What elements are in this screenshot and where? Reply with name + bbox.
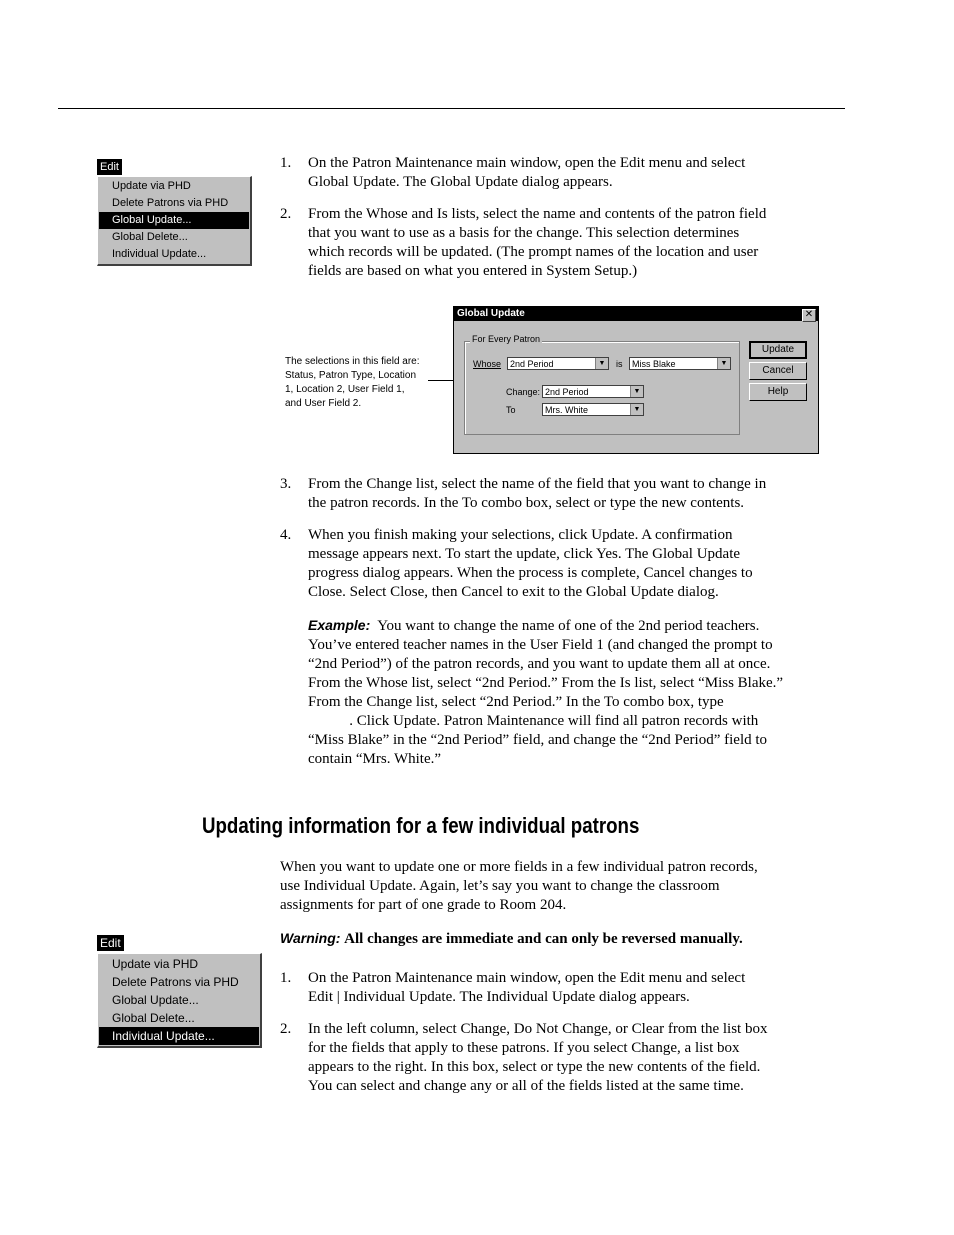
is-value: Miss Blake xyxy=(632,359,676,369)
step-line: Global Update. The Global Update dialog appears. xyxy=(308,174,613,190)
menu-dropdown xyxy=(97,953,262,1048)
step-text xyxy=(308,969,745,1007)
chevron-down-icon[interactable]: ▼ xyxy=(717,358,730,369)
menu-title[interactable]: Edit xyxy=(97,935,124,951)
step-line: fields are based on what you entered in System Setup.) xyxy=(308,263,638,279)
cancel-button[interactable]: Cancel xyxy=(749,362,807,380)
step-line: that you want to use as a basis for the change. This selection determines xyxy=(308,225,740,241)
example-line: From the Whose list, select “2nd Period.” From the Is list, select “Miss Blake.” xyxy=(308,675,784,691)
edit-menu-screenshot-2 xyxy=(97,934,262,1048)
step-line: Close. Select Close, then Cancel to exit to the Global Update dialog. xyxy=(308,584,719,600)
step-line: appears to the right. In this box, select or type the new contents of the field. xyxy=(308,1059,761,1075)
header-rule xyxy=(58,108,845,109)
step-line: When you finish making your selections, click Update. A confirmation xyxy=(308,527,733,543)
example-line: “Miss Blake” in the “2nd Period” field, and change the “2nd Period” field to xyxy=(308,732,768,748)
menu-item-individual-update[interactable]: Individual Update... xyxy=(112,248,207,260)
step-line: From the Change list, select the name of the field that you want to change in xyxy=(308,476,767,492)
whose-value: 2nd Period xyxy=(510,359,554,369)
chevron-down-icon[interactable]: ▼ xyxy=(630,404,643,415)
change-combo[interactable] xyxy=(542,385,644,398)
help-button[interactable]: Help xyxy=(749,383,807,401)
step-line: On the Patron Maintenance main window, open the Edit menu and select xyxy=(308,155,746,171)
intro-paragraph xyxy=(280,858,845,915)
step-line: You can select and change any or all of the fields listed at the same time. xyxy=(308,1078,744,1094)
menu-item-global-update[interactable]: Global Update... xyxy=(99,212,249,229)
step-line: message appears next. To start the update, click Yes. The Global Update xyxy=(308,546,741,562)
edit-menu-screenshot-1 xyxy=(97,157,252,266)
example-line: You’ve entered teacher names in the User Field 1 (and changed the prompt to xyxy=(308,637,773,653)
is-combo[interactable] xyxy=(629,357,731,370)
dialog-callout xyxy=(285,355,435,411)
step-line: which records will be updated. (The prompt names of the location and user xyxy=(308,244,759,260)
step-text xyxy=(308,205,766,281)
page-title: Updating information for a few individual patrons xyxy=(202,813,640,838)
example-line: “2nd Period”) of the patron records, and you want to update them all at once. xyxy=(308,656,771,672)
step-number: 2. xyxy=(280,206,292,222)
step-line: the patron records. In the To combo box, select or type the new contents. xyxy=(308,495,745,511)
step-text xyxy=(308,475,766,513)
menu-item-global-update[interactable]: Global Update... xyxy=(112,993,199,1007)
example-first-line xyxy=(308,616,853,636)
step-4 xyxy=(280,526,840,606)
step-line: In the left column, select Change, Do Not Change, or Clear from the list box xyxy=(308,1021,768,1037)
change-value: 2nd Period xyxy=(545,387,589,397)
example-line: contain “Mrs. White.” xyxy=(308,751,442,767)
step-text xyxy=(308,1020,767,1096)
group-label: For Every Patron xyxy=(472,334,541,344)
step-text xyxy=(308,526,753,602)
menu-item-global-delete[interactable]: Global Delete... xyxy=(112,1011,195,1025)
warning-block xyxy=(280,929,845,949)
intro-line: use Individual Update. Again, let’s say you want to change the classroom xyxy=(280,878,720,894)
step-number: 1. xyxy=(280,970,292,986)
global-update-dialog xyxy=(453,306,819,454)
close-icon[interactable]: ✕ xyxy=(802,309,816,322)
menu-title[interactable]: Edit xyxy=(97,159,122,175)
callout-line: and User Field 2. xyxy=(285,398,362,409)
warning-text: All changes are immediate and can only be reversed manually. xyxy=(344,931,743,947)
callout-line: The selections in this field are: xyxy=(285,356,420,367)
callout-line: Status, Patron Type, Location xyxy=(285,370,417,381)
example-line: . Click Update. Patron Maintenance will find all patron records with xyxy=(308,713,759,729)
callout-line: 1, Location 2, User Field 1, xyxy=(285,384,405,395)
step-number: 3. xyxy=(280,476,292,492)
step-1-individual xyxy=(280,969,840,1009)
menu-item-delete-patrons-via-phd[interactable]: Delete Patrons via PHD xyxy=(112,975,239,989)
menu-item-delete-patrons-via-phd[interactable]: Delete Patrons via PHD xyxy=(112,197,229,209)
chevron-down-icon[interactable]: ▼ xyxy=(595,358,608,369)
menu-item-individual-update[interactable]: Individual Update... xyxy=(99,1027,259,1045)
menu-item-update-via-phd[interactable]: Update via PHD xyxy=(112,957,199,971)
to-combo[interactable] xyxy=(542,403,644,416)
step-line: On the Patron Maintenance main window, open the Edit menu and select xyxy=(308,970,746,986)
step-2-individual xyxy=(280,1020,845,1100)
step-number: 4. xyxy=(280,527,292,543)
step-line: From the Whose and Is lists, select the name and contents of the patron field xyxy=(308,206,767,222)
step-number: 2. xyxy=(280,1021,292,1037)
menu-item-update-via-phd[interactable]: Update via PHD xyxy=(112,180,191,192)
step-line: progress dialog appears. When the process is complete, Cancel changes to xyxy=(308,565,753,581)
example-line: You want to change the name of one of the 2nd period teachers. xyxy=(377,618,760,634)
step-2 xyxy=(280,205,840,285)
step-line: Edit | Individual Update. The Individual Update dialog appears. xyxy=(308,989,690,1005)
intro-line: assignments for part of one grade to Room 204. xyxy=(280,897,567,913)
update-button[interactable]: Update xyxy=(749,341,807,359)
step-line: for the fields that apply to these patrons. If you select Change, a list box xyxy=(308,1040,740,1056)
to-value: Mrs. White xyxy=(545,405,589,415)
step-text xyxy=(308,154,745,192)
step-1 xyxy=(280,154,840,194)
whose-combo[interactable] xyxy=(507,357,609,370)
chevron-down-icon[interactable]: ▼ xyxy=(630,386,643,397)
section-heading xyxy=(202,813,717,839)
step-number: 1. xyxy=(280,155,292,171)
example-label: Example: xyxy=(308,617,371,633)
whose-label: Whose xyxy=(473,359,502,369)
dialog-title: Global Update xyxy=(454,307,818,321)
example-line: From the Change list, select “2nd Period.” In the To combo box, type xyxy=(308,694,724,710)
warning-label: Warning: xyxy=(280,930,341,946)
is-label: is xyxy=(616,359,623,369)
menu-dropdown xyxy=(97,176,252,266)
change-label: Change: xyxy=(506,387,541,397)
menu-item-global-delete[interactable]: Global Delete... xyxy=(112,231,188,243)
step-3 xyxy=(280,475,840,515)
intro-line: When you want to update one or more fields in a few individual patron records, xyxy=(280,859,758,875)
example-block xyxy=(308,616,853,769)
to-label: To xyxy=(506,405,516,415)
